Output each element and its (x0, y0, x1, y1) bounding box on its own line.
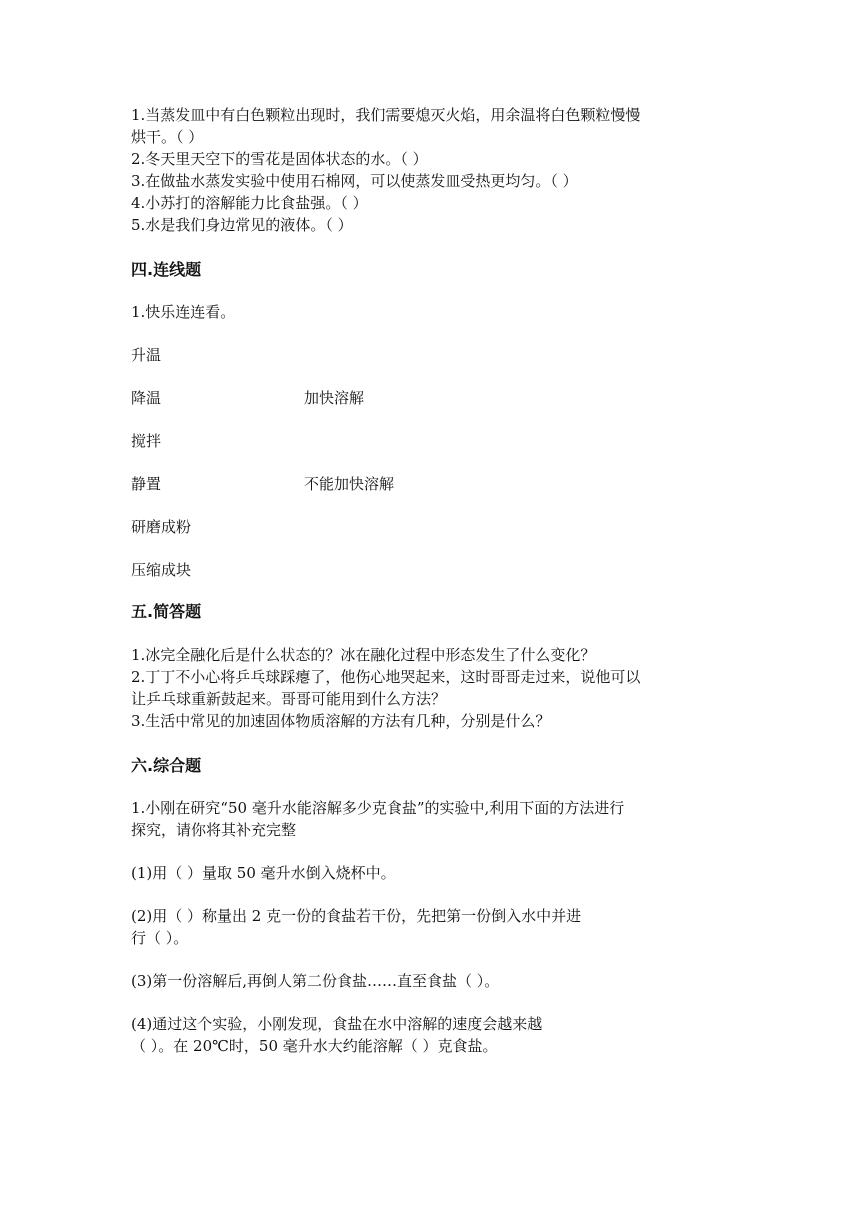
section-heading-matching: 四.连线题 (131, 260, 202, 279)
tf-question-4: 4.小苏打的溶解能力比食盐强。（ ） (131, 194, 368, 212)
matching-right-item: 加快溶解 (304, 389, 365, 407)
matching-left-item: 升温 (131, 346, 162, 364)
comprehensive-step-1: (1)用（ ）量取 50 毫升水倒入烧杯中。 (131, 864, 396, 882)
short-answer-question-2-line-1: 2.丁丁不小心将乒乓球踩瘪了，他伤心地哭起来，这时哥哥走过来，说他可以 (131, 668, 641, 686)
comprehensive-intro-line-2: 探究，请你将其补充完整 (131, 821, 297, 839)
section-heading-comprehensive: 六.综合题 (131, 756, 202, 775)
short-answer-question-2-line-2: 让乒乓球重新鼓起来。哥哥可能用到什么方法？ (131, 690, 447, 708)
comprehensive-step-2-line-1: (2)用（ ）称量出 2 克一份的食盐若干份，先把第一份倒入水中并进 (131, 907, 582, 925)
matching-left-item: 降温 (131, 389, 162, 407)
section-heading-short-answer: 五.简答题 (131, 602, 202, 621)
comprehensive-step-2-line-2: 行（ ）。 (131, 929, 189, 947)
tf-question-2: 2.冬天里天空下的雪花是固体状态的水。（ ） (131, 150, 428, 168)
matching-left-item: 研磨成粉 (131, 518, 192, 536)
tf-question-1-line-1: 1.当蒸发皿中有白色颗粒出现时，我们需要熄灭火焰，用余温将白色颗粒慢慢 (131, 106, 641, 124)
matching-right-item: 不能加快溶解 (304, 475, 395, 493)
matching-left-item: 压缩成块 (131, 561, 192, 579)
matching-left-item: 静置 (131, 475, 162, 493)
short-answer-question-1: 1.冰完全融化后是什么状态的？冰在融化过程中形态发生了什么变化？ (131, 646, 596, 664)
tf-question-1-line-2: 烘干。（ ） (131, 128, 204, 146)
matching-question: 1.快乐连连看。 (131, 303, 236, 321)
comprehensive-step-4-line-2: （ ）。在 20℃时，50 毫升水大约能溶解（ ）克食盐。 (131, 1037, 498, 1055)
comprehensive-step-4-line-1: (4)通过这个实验，小刚发现，食盐在水中溶解的速度会越来越 (131, 1015, 543, 1033)
tf-question-5: 5.水是我们身边常见的液体。（ ） (131, 216, 353, 234)
matching-left-item: 搅拌 (131, 432, 162, 450)
comprehensive-intro-line-1: 1.小刚在研究“50 毫升水能溶解多少克食盐”的实验中,利用下面的方法进行 (131, 799, 625, 817)
comprehensive-step-3: (3)第一份溶解后,再倒人第二份食盐……直至食盐（ ）。 (131, 972, 500, 990)
tf-question-3: 3.在做盐水蒸发实验中使用石棉网，可以使蒸发皿受热更均匀。（ ） (131, 172, 578, 190)
short-answer-question-3: 3.生活中常见的加速固体物质溶解的方法有几种，分别是什么？ (131, 712, 551, 730)
